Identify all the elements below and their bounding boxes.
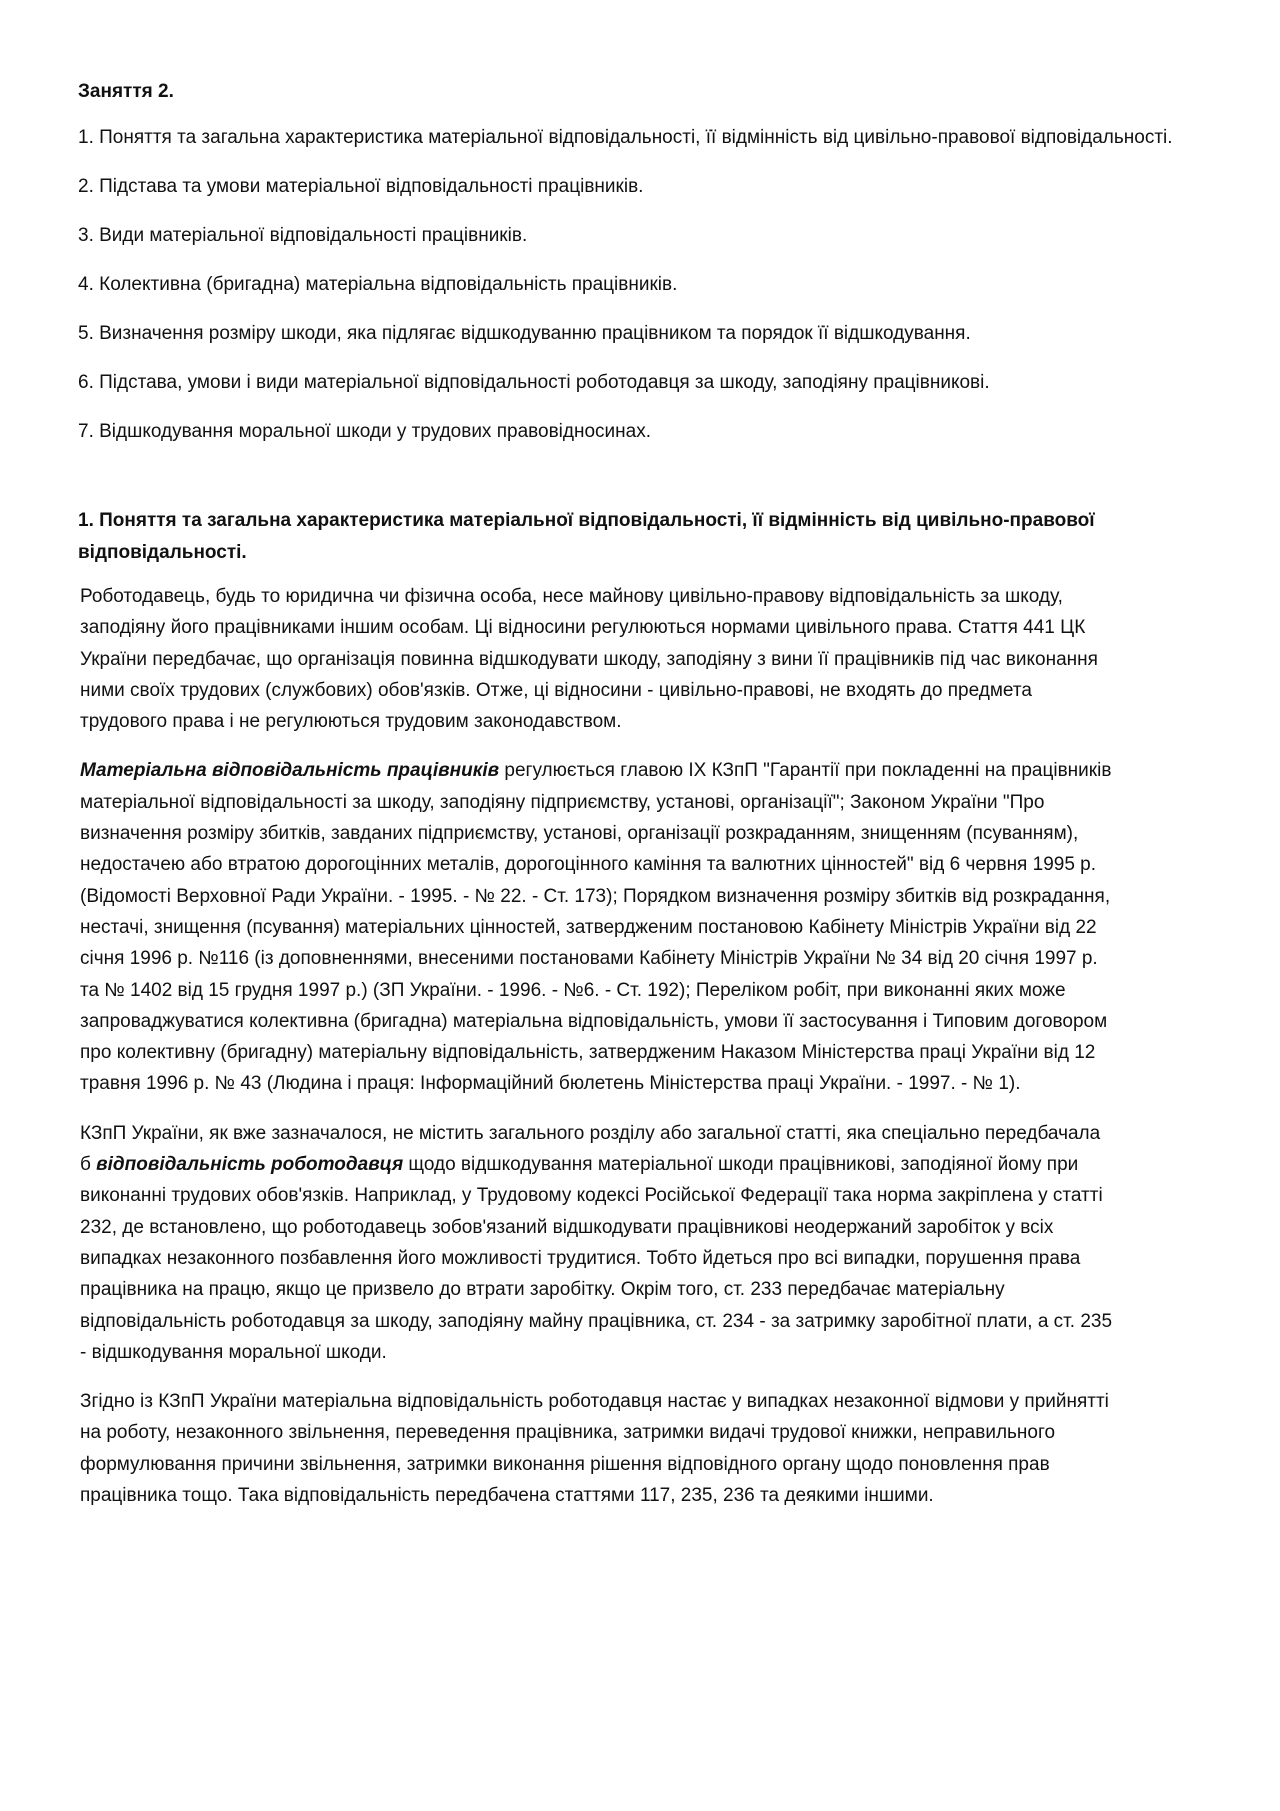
topic-item-5: 5. Визначення розміру шкоди, яка підлягає відшкодуванню працівником та порядок її відшкодування. [78,323,971,344]
section-heading: 1. Поняття та загальна характеристика матеріальної відповідальності, її відмінність від цивільно-правової відповідальності. [78,510,1095,563]
document-page [78,64,1203,1529]
topic-item-1: 1. Поняття та загальна характеристика матеріальної відповідальності, її відмінність від цивільно-правової відповідальності. [78,127,1173,148]
paragraph-3 [80,1118,1115,1368]
topics-list [78,122,1203,447]
paragraph-2-text: регулюється главою IX КЗпП "Гарантії при покладенні на працівників матеріальної відповідальності за шкоду, заподіяну підприємству, установі, організації"; Законом України "Про визначення розміру збитків, завданих підприємству, установі, організації розкраданням, знищенням (псуванням), недостачею або втратою дорогоцінних металів, дорогоцінного каміння та валютних цінностей" від 6 червня 1995 р. (Відомості Верховної Ради України. - 1995. - № 22. - Ст. 173); Порядком визначення розміру збитків від розкрадання, нестачі, знищення (псування) матеріальних цінностей, затвердженим постановою Кабінету Міністрів України від 22 січня 1996 р. №116 (із доповненнями, внесеними постановами Кабінету Міністрів України № 34 від 20 січня 1997 р. та № 1402 від 15 грудня 1997 р.) (ЗП України. - 1996. - №6. - Ст. 192); Переліком робіт, при виконанні яких може запроваджуватися колективна (бригадна) матеріальна відповідальність, умови її застосування і Типовим договором про колективну (бригадну) матеріальну відповідальність, затвердженим Наказом Міністерства праці України від 12 травня 1996 р. № 43 (Людина і праця: Інформаційний бюлетень Міністерства праці України. - 1997. - № 1). [80,760,1112,1095]
topic-item-3: 3. Види матеріальної відповідальності працівників. [78,225,528,246]
topic-item-6: 6. Підстава, умови і види матеріальної відповідальності роботодавця за шкоду, заподіяну працівникові. [78,372,990,393]
section-body [80,581,1115,1511]
paragraph-3-text: щодо відшкодування матеріальної шкоди працівникові, заподіяної йому при виконанні трудових обов'язків. Наприклад, у Трудовому кодексі Російської Федерації така норма закріплена у статті 232, де встановлено, що роботодавець зобов'язаний відшкодувати працівникові неодержаний заробіток у всіх випадках незаконного позбавлення його можливості трудитися. Тобто йдеться про всі випадки, порушення права працівника на працю, якщо це призвело до втрати заробітку. Окрім того, ст. 233 передбачає матеріальну відповідальність роботодавця за шкоду, заподіяну майну працівника, ст. 234 - за затримку заробітної плати, а ст. 235 - відшкодування моральної шкоди. [80,1154,1113,1363]
paragraph-3-emphasis: відповідальність роботодавця [96,1154,404,1176]
topic-item-7: 7. Відшкодування моральної шкоди у трудових правовідносинах. [78,421,651,442]
paragraph-2 [80,755,1115,1099]
topic-item-2: 2. Підстава та умови матеріальної відповідальності працівників. [78,176,644,197]
paragraph-4: Згідно із КЗпП України матеріальна відповідальність роботодавця настає у випадках незаконної відмови у прийнятті на роботу, незаконного звільнення, переведення працівника, затримки видачі трудової книжки, неправильного формулювання причини звільнення, затримки виконання рішення відповідного органу щодо поновлення прав працівника тощо. Така відповідальність передбачена статтями 117, 235, 236 та деякими іншими. [80,1391,1109,1507]
paragraph-1: Роботодавець, будь то юридична чи фізична особа, несе майнову цивільно-правову відповідальність за шкоду, заподіяну його працівниками іншим особам. Ці відносини регулюються нормами цивільного права. Стаття 441 ЦК України передбачає, що організація повинна відшкодувати шкоду, заподіяну з вини її працівників під час виконання ними своїх трудових (службових) обов'язків. Отже, ці відносини - цивільно-правові, не входять до предмета трудового права і не регулюються трудовим законодавством. [80,586,1098,733]
paragraph-2-emphasis: Матеріальна відповідальність працівників [80,760,500,782]
topic-item-4: 4. Колективна (бригадна) матеріальна відповідальність працівників. [78,274,678,295]
paragraph-3-lead: КЗпП України, як вже зазначалося, не містить загального розділу або загальної статті, яка спеціально передбачала б [80,1122,1101,1176]
page-title: Заняття 2. [78,81,174,102]
